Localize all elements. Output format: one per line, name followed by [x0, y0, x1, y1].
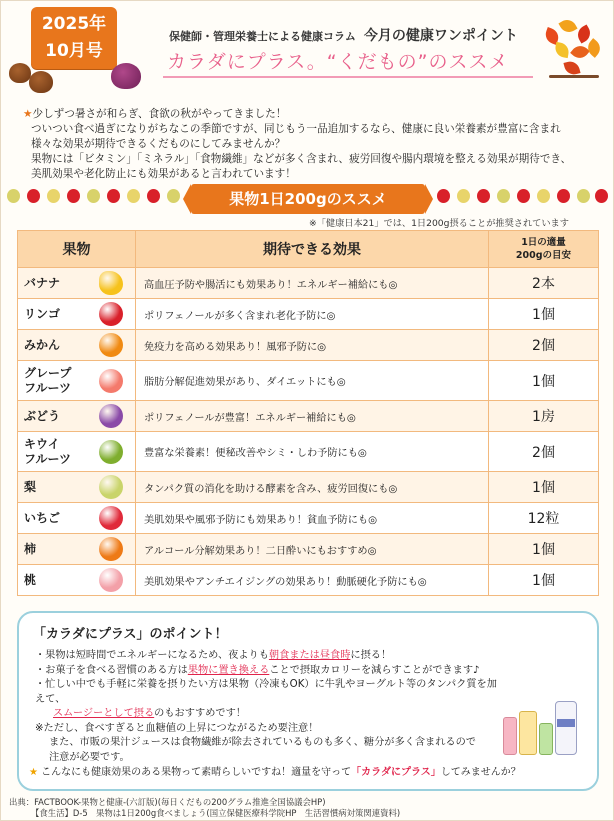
sources-footer — [9, 797, 400, 819]
apple-icon — [107, 189, 120, 203]
point-item: ・お菓子を食べる習慣のある方は果物に置き換えることで摂取カロリーを減らすことができます♪ — [35, 664, 480, 676]
autumn-leaves-icon — [541, 15, 603, 87]
chestnut-icon — [9, 63, 31, 83]
pear-icon — [47, 189, 60, 203]
pear-icon — [497, 189, 510, 203]
table-row — [18, 534, 599, 565]
fruit-name-cell — [18, 503, 136, 534]
column-header-effect: 期待できる効果 — [136, 231, 489, 268]
points-box — [17, 611, 599, 791]
points-body — [35, 649, 505, 765]
pear-icon — [127, 189, 140, 203]
fruit-name-cell — [18, 401, 136, 432]
strawberry-icon — [99, 506, 123, 530]
table-row — [18, 565, 599, 596]
fruit-name: みかん — [24, 337, 61, 352]
fruit-name-cell — [18, 534, 136, 565]
caution-note: ※ただし、食べすぎると血糖値の上昇につながるため要注意！ — [35, 722, 319, 734]
column-header-fruit: 果物 — [18, 231, 136, 268]
apple-icon — [477, 189, 490, 203]
section-banner: 果物1日200gのススメ — [191, 184, 425, 214]
apple-icon — [517, 189, 530, 203]
fruit-name: いちご — [24, 510, 61, 525]
apple-icon — [67, 189, 80, 203]
amount-cell: 1房 — [489, 401, 599, 432]
page-title: カラダにプラス。“くだもの”のススメ — [167, 51, 509, 73]
smoothie-bottles-icon — [499, 701, 579, 759]
fruit-name-cell — [18, 472, 136, 503]
fruit-name-cell — [18, 361, 136, 401]
fruit-name-cell — [18, 565, 136, 596]
fruit-name: キウイ — [24, 436, 60, 451]
column-subtitle: 保健師・管理栄養士による健康コラム 今月の健康ワンポイント — [169, 28, 518, 44]
table-row — [18, 299, 599, 330]
amount-cell: 1個 — [489, 534, 599, 565]
title-underline — [163, 76, 533, 78]
effect-cell: 豊富な栄養素！便秘改善やシミ・しわ予防にも◎ — [136, 432, 489, 472]
amount-cell: 1個 — [489, 361, 599, 401]
apple-icon — [595, 189, 608, 203]
fruit-name: 梨 — [24, 479, 37, 494]
pear-icon — [537, 189, 550, 203]
recommendation-note: ※「健康日本21」では、1日200g摂ることが推奨されています — [309, 218, 569, 229]
pear-icon — [457, 189, 470, 203]
table-row — [18, 361, 599, 401]
star-icon: ★ — [29, 767, 38, 778]
star-icon: ★ — [23, 108, 33, 120]
amount-cell: 1個 — [489, 299, 599, 330]
banana-icon — [99, 271, 123, 295]
table-row — [18, 330, 599, 361]
pear-icon — [7, 189, 20, 203]
table-row — [18, 472, 599, 503]
source-line: 【食生活】D-5 果物は1日200g食べましょう(国立保健医療科学院HP 生活習慣病対策関連資料) — [31, 808, 401, 818]
fruit-name: 桃 — [24, 572, 37, 587]
fruit-name: 柿 — [24, 541, 37, 556]
caution-note: 注意が必要です。 — [49, 751, 130, 763]
pear-icon — [99, 475, 123, 499]
pear-icon — [577, 189, 590, 203]
fruit-name-line2: フルーツ — [24, 451, 72, 466]
issue-month: 10月号 — [45, 41, 103, 61]
fruit-name: ぶどう — [24, 408, 61, 423]
table-row — [18, 268, 599, 299]
table-row — [18, 401, 599, 432]
effect-cell: 免疫力を高める効果あり！風邪予防に◎ — [136, 330, 489, 361]
effect-cell: ポリフェノールが豊富！エネルギー補給にも◎ — [136, 401, 489, 432]
fruit-name-cell — [18, 432, 136, 472]
point-item: ・果物は短時間でエネルギーになるため、夜よりも朝食または昼食時に摂る！ — [35, 650, 392, 661]
intro-text: ★少しずつ暑さが和らぎ、食欲の秋がやってきました！ ついつい食べ過ぎになりがちなこの季節ですが、同じもう一品追加するなら、健康に良い栄養素が豊富に含まれ 様々な効果が期待できるくだものにしてみませんか？ 果物には「ビタミン」「ミネラル」「食物繊維」などが多く含まれ、疲労回復や腸内環境を整える効果が期待でき、 美肌効果や老化防止にも効果があると言われています！ — [23, 108, 572, 180]
apple-icon — [27, 189, 40, 203]
table-header-row — [18, 231, 599, 268]
column-name: 今月の健康ワンポイント — [363, 28, 518, 44]
column-header-amount: 1日の適量 200gの目安 — [489, 231, 599, 268]
amount-cell: 1個 — [489, 565, 599, 596]
point-item: スムージーとして摂るのもおすすめです！ — [53, 708, 246, 719]
mandarin-icon — [99, 333, 123, 357]
table-row — [18, 432, 599, 472]
fruit-name-cell — [18, 330, 136, 361]
effect-cell: ポリフェノールが多く含まれ老化予防に◎ — [136, 299, 489, 330]
amount-cell: 12粒 — [489, 503, 599, 534]
kiwi-icon — [99, 440, 123, 464]
closing-message: ★ こんなにも健康効果のある果物って素晴らしいですね！適量を守って「カラダにプラス」してみませんか？ — [29, 767, 521, 778]
issue-year: 2025年 — [41, 14, 107, 34]
caution-note: また、市販の果汁ジュースは食物繊維が除去されているものも多く、糖分が多く含まれるので — [49, 737, 476, 748]
persimmon-icon — [99, 537, 123, 561]
fruit-effects-table — [17, 230, 599, 596]
fruit-name: リンゴ — [24, 306, 61, 321]
sweet-potato-icon — [111, 63, 141, 89]
effect-cell: 美肌効果やアンチエイジングの効果あり！動脈硬化予防にも◎ — [136, 565, 489, 596]
points-title: 「カラダにプラス」のポイント！ — [33, 627, 228, 642]
effect-cell: タンパク質の消化を助ける酵素を含み、疲労回復にも◎ — [136, 472, 489, 503]
issue-date-badge — [31, 7, 117, 69]
fruit-name: バナナ — [24, 275, 61, 290]
effect-cell: 美肌効果や風邪予防にも効果あり！貧血予防にも◎ — [136, 503, 489, 534]
source-line: 出典：FACTBOOK-果物と健康-(六訂版)(毎日くだもの200グラム推進全国協議会HP) — [9, 797, 326, 807]
apple-icon — [437, 189, 450, 203]
pear-icon — [167, 189, 180, 203]
effect-cell: アルコール分解効果あり！二日酔いにもおすすめ◎ — [136, 534, 489, 565]
fruit-name-cell — [18, 299, 136, 330]
chestnut-icon — [29, 71, 53, 93]
fruit-name-line2: フルーツ — [24, 380, 72, 395]
effect-cell: 脂肪分解促進効果があり、ダイエットにも◎ — [136, 361, 489, 401]
apple-icon — [147, 189, 160, 203]
apple-icon — [557, 189, 570, 203]
peach-icon — [99, 568, 123, 592]
pear-icon — [87, 189, 100, 203]
amount-cell: 2本 — [489, 268, 599, 299]
table-row — [18, 503, 599, 534]
amount-cell: 1個 — [489, 472, 599, 503]
apple-icon — [99, 302, 123, 326]
amount-cell: 2個 — [489, 432, 599, 472]
grape-icon — [99, 404, 123, 428]
grapefruit-icon — [99, 369, 123, 393]
fruit-name-cell — [18, 268, 136, 299]
effect-cell: 高血圧予防や腸活にも効果あり！エネルギー補給にも◎ — [136, 268, 489, 299]
amount-cell: 2個 — [489, 330, 599, 361]
fruit-name: グレープ — [24, 365, 72, 380]
point-item: ・忙しい中でも手軽に栄養を摂りたい方は果物（冷凍もOK）に牛乳やヨーグルト等のタンパク質を加えて、 — [35, 679, 497, 705]
